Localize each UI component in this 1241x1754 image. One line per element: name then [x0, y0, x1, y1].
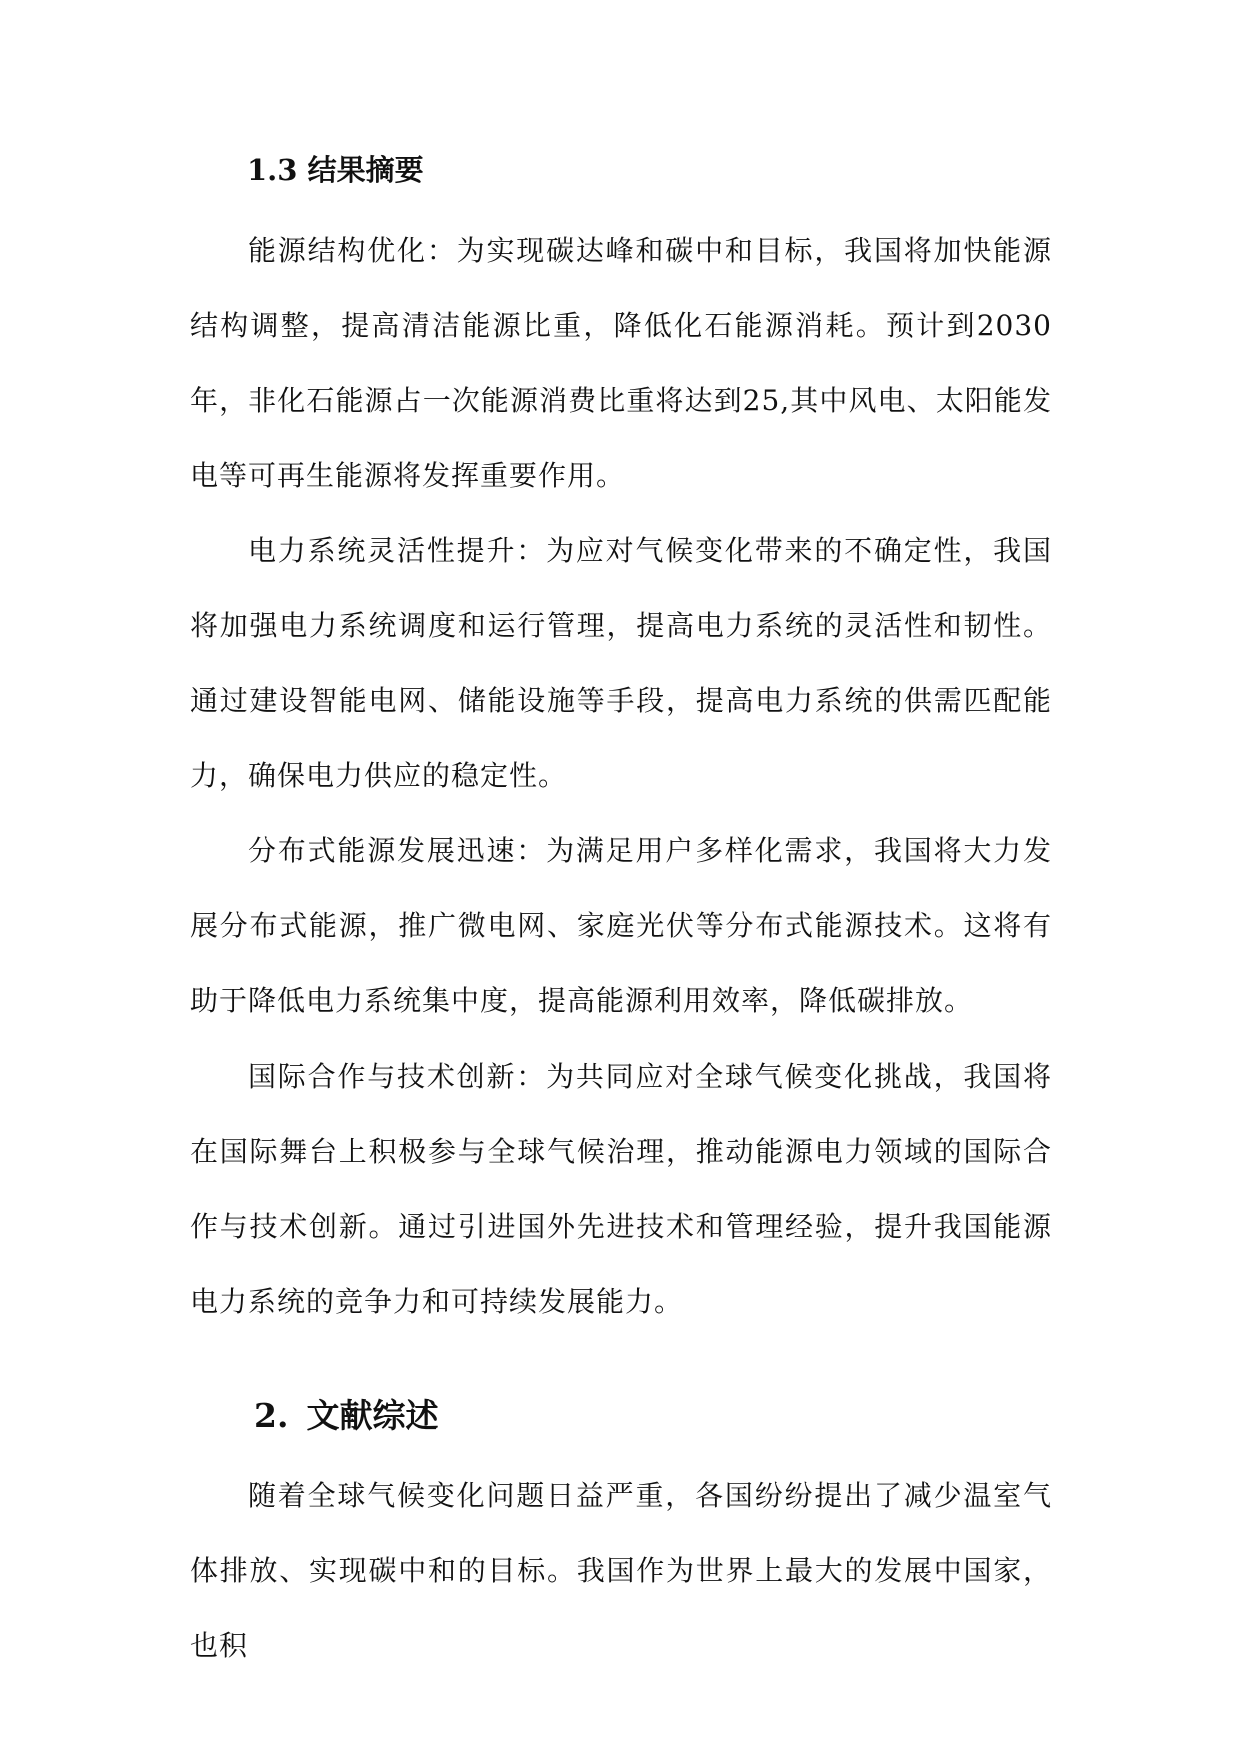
paragraph-literature-review: 随着全球气候变化问题日益严重，各国纷纷提出了减少温室气体排放、实现碳中和的目标。我国作为世界上最大的发展中国家，也积 — [190, 1479, 1052, 1662]
section-number: 2. — [254, 1396, 289, 1435]
section-number: 1.3 — [247, 153, 298, 187]
section-title: 文献综述 — [306, 1396, 439, 1435]
section-title: 结果摘要 — [307, 153, 424, 187]
section-heading-1-3 — [247, 148, 424, 192]
paragraph-international-cooperation: 国际合作与技术创新：为共同应对全球气候变化挑战，我国将在国际舞台上积极参与全球气候治理，推动能源电力领域的国际合作与技术创新。通过引进国外先进技术和管理经验，提升我国能源电力系统的竞争力和可持续发展能力。 — [190, 1060, 1052, 1318]
paragraph-energy-structure: 能源结构优化：为实现碳达峰和碳中和目标，我国将加快能源结构调整，提高清洁能源比重，降低化石能源消耗。预计到2030年，非化石能源占一次能源消费比重将达到25,其中风电、太阳能发电等可再生能源将发挥重要作用。 — [190, 234, 1052, 492]
section-heading-2 — [254, 1392, 438, 1440]
paragraph-distributed-energy: 分布式能源发展迅速：为满足用户多样化需求，我国将大力发展分布式能源，推广微电网、家庭光伏等分布式能源技术。这将有助于降低电力系统集中度，提高能源利用效率，降低碳排放。 — [190, 834, 1052, 1017]
paragraph-power-flexibility: 电力系统灵活性提升：为应对气候变化带来的不确定性，我国将加强电力系统调度和运行管理，提高电力系统的灵活性和韧性。通过建设智能电网、储能设施等手段，提高电力系统的供需匹配能力，确保电力供应的稳定性。 — [190, 534, 1052, 792]
